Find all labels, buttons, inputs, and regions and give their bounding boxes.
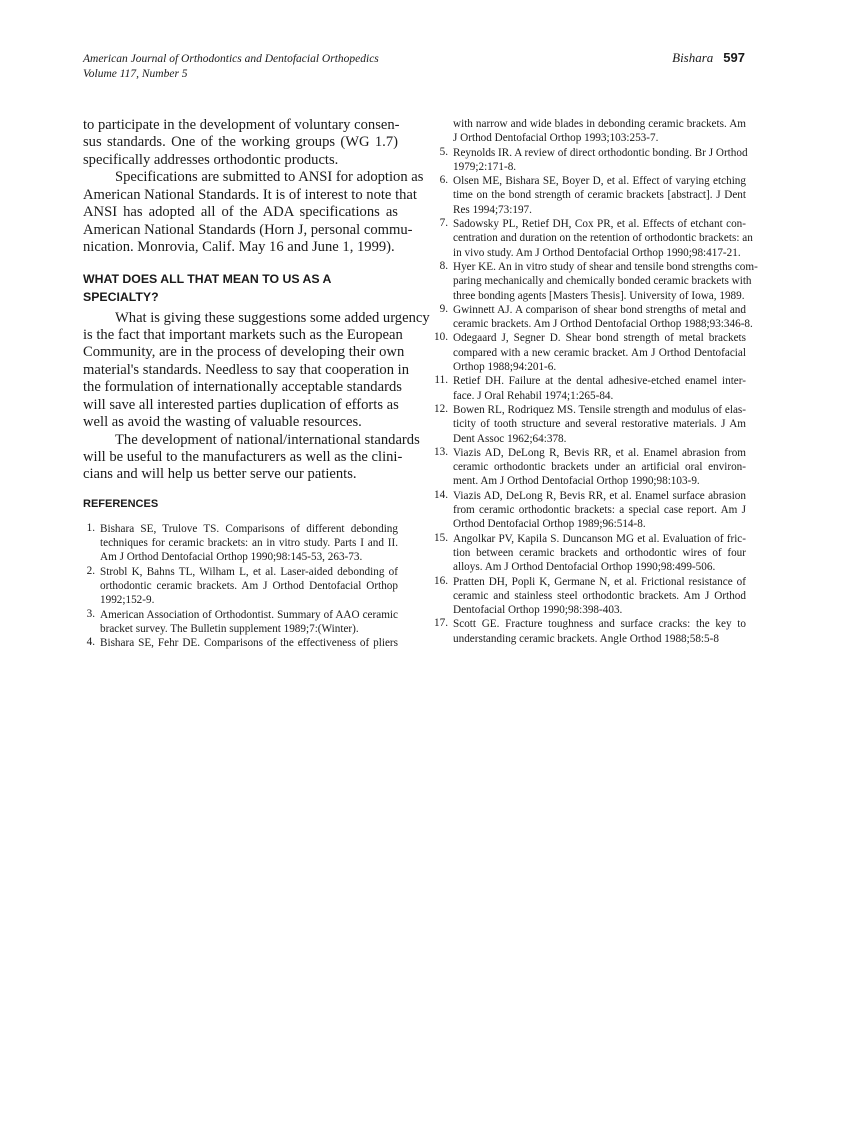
- reference-item: [436, 575, 746, 618]
- heading-line: SPECIALTY?: [83, 289, 159, 304]
- body-text: [83, 117, 424, 257]
- reference-line: Dent Assoc 1962;64:378.: [453, 432, 567, 445]
- reference-line: Orthod Dentofacial Orthop 1989;96:514-8.: [453, 518, 646, 531]
- reference-item: [436, 146, 746, 175]
- reference-number: 8.: [439, 259, 448, 272]
- reference-number: 10.: [434, 331, 448, 344]
- journal-title: American Journal of Orthodontics and Dentofacial Orthopedics: [83, 53, 379, 65]
- reference-line: Viazis AD, DeLong R, Bevis RR, et al. Enamel surface abrasion: [453, 489, 746, 502]
- reference-line: Scott GE. Fracture toughness and surface cracks: the key to: [453, 618, 746, 631]
- reference-line: 1979;2:171-8.: [453, 160, 517, 173]
- paragraph-line: to participate in the development of voluntary consen-: [83, 117, 400, 133]
- reference-item: [436, 217, 753, 260]
- reference-line: Angolkar PV, Kapila S. Duncanson MG et al. Evaluation of fric-: [453, 532, 746, 545]
- reference-line: Bishara SE, Trulove TS. Comparisons of different debonding: [100, 522, 398, 535]
- reference-number: 13.: [434, 445, 448, 458]
- reference-item: [436, 617, 746, 646]
- reference-item: [436, 403, 746, 446]
- reference-item: [436, 117, 746, 146]
- reference-line: tion between ceramic brackets and orthodontic wires of four: [453, 546, 746, 559]
- reference-line: Res 1994;73:197.: [453, 203, 532, 216]
- reference-number: 2.: [86, 564, 95, 577]
- reference-line: in vivo study. Am J Orthod Dentofacial Orthop 1990;98:417-21.: [453, 246, 741, 259]
- reference-line: ment. Am J Orthod Dentofacial Orthop 1990;98:103-9.: [453, 475, 700, 488]
- reference-item: [83, 608, 398, 637]
- reference-line: Orthop 1988;94:201-6.: [453, 361, 557, 374]
- paragraph-line: cians and will help us better serve our patients.: [83, 466, 357, 483]
- reference-line: orthodontic ceramic brackets. Am J Orthod Dentofacial Orthop: [100, 580, 398, 593]
- reference-item: [83, 522, 398, 565]
- paragraph-line: nication. Monrovia, Calif. May 16 and June 1, 1999).: [83, 239, 395, 256]
- reference-item: [436, 331, 746, 374]
- reference-number: 4.: [86, 636, 95, 649]
- body-text: [83, 309, 430, 484]
- reference-line: understanding ceramic brackets. Angle Orthod 1988;58:5-8: [453, 632, 719, 645]
- reference-item: [436, 374, 746, 403]
- reference-line: Pratten DH, Popli K, Germane N, et al. Frictional resistance of: [453, 575, 746, 588]
- paragraph-line: American National Standards (Horn J, personal commu-: [83, 221, 413, 238]
- reference-number: 11.: [434, 374, 448, 387]
- heading-line: WHAT DOES ALL THAT MEAN TO US AS A: [83, 271, 332, 286]
- paragraph-line: American National Standards. It is of interest to note that: [83, 186, 417, 203]
- paragraph-line: Specifications are submitted to ANSI for adoption as: [115, 169, 424, 186]
- reference-number: 17.: [434, 617, 448, 630]
- reference-line: with narrow and wide blades in debonding ceramic brackets. Am: [453, 118, 746, 130]
- reference-line: Olsen ME, Bishara SE, Boyer D, et al. Effect of varying etching: [453, 175, 746, 188]
- reference-line: Odegaard J, Segner D. Shear bond strength of metal brackets: [453, 332, 746, 345]
- page-header-right: [672, 50, 745, 66]
- reference-line: three bonding agents [Masters Thesis]. University of Iowa, 1989.: [453, 289, 745, 302]
- reference-line: J Orthod Dentofacial Orthop 1993;103:253-7.: [453, 132, 659, 145]
- reference-number: 15.: [434, 531, 448, 544]
- reference-line: paring mechanically and chemically bonded ceramic brackets with: [453, 275, 752, 288]
- reference-number: 1.: [86, 521, 95, 534]
- reference-line: ceramic and stainless steel orthodontic brackets. Am J Orthod: [453, 589, 746, 602]
- page-number: 597: [723, 50, 745, 65]
- author-name: Bishara: [672, 50, 714, 65]
- reference-line: 1992;152-9.: [100, 594, 155, 607]
- paragraph-line: well as avoid the wasting of valuable resources.: [83, 414, 362, 431]
- paragraph-line: What is giving these suggestions some added urgency: [115, 309, 430, 326]
- reference-item: [436, 174, 746, 217]
- reference-item: [436, 489, 746, 532]
- reference-line: Gwinnett AJ. A comparison of shear bond strengths of metal and: [453, 303, 746, 316]
- reference-line: ceramic orthodontic brackets under an artificial oral environ-: [453, 461, 746, 474]
- running-header: [83, 52, 379, 82]
- references-list: [83, 522, 398, 651]
- reference-line: Reynolds IR. A review of direct orthodontic bonding. Br J Orthod: [453, 146, 748, 159]
- reference-line: from ceramic orthodontic brackets: a special case report. Am J: [453, 504, 746, 517]
- reference-line: Sadowsky PL, Retief DH, Cox PR, et al. Effects of etchant con-: [453, 218, 746, 231]
- reference-line: Hyer KE. An in vitro study of shear and tensile bond strengths com-: [453, 260, 758, 273]
- reference-line: bracket survey. The Bulletin supplement 1989;7:(Winter).: [100, 622, 359, 635]
- reference-number: 3.: [86, 607, 95, 620]
- reference-item: [436, 302, 753, 332]
- paragraph-line: Community, are in the process of developing their own: [83, 344, 405, 361]
- references-heading: REFERENCES: [83, 497, 159, 510]
- reference-line: techniques for ceramic brackets: an in vitro study. Parts I and II.: [100, 537, 398, 550]
- paragraph-line: ANSI has adopted all of the ADA specifications as: [83, 204, 398, 221]
- reference-item: [83, 565, 398, 608]
- left-column: [83, 117, 430, 651]
- reference-line: face. J Oral Rehabil 1974;1:265-84.: [453, 389, 614, 402]
- reference-line: Retief DH. Failure at the dental adhesive-etched enamel inter-: [453, 375, 746, 388]
- reference-number: 6.: [439, 174, 448, 187]
- reference-number: 9.: [439, 302, 448, 315]
- reference-line: Strobl K, Bahns TL, Wilham L, et al. Laser-aided debonding of: [100, 565, 398, 578]
- reference-line: ceramic brackets. Am J Orthod Dentofacial Orthop 1988;93:346-8.: [453, 318, 753, 331]
- paragraph-line: specifically addresses orthodontic products.: [83, 151, 339, 168]
- reference-item: [436, 532, 746, 575]
- paragraph-line: will be useful to the manufacturers as well as the clini-: [83, 449, 403, 465]
- reference-line: time on the bond strength of ceramic brackets [abstract]. J Dent: [453, 189, 746, 202]
- journal-volume: Volume 117, Number 5: [83, 68, 188, 80]
- paragraph-line: sus standards. One of the working groups (WG 1.7): [83, 134, 398, 151]
- reference-line: Dentofacial Orthop 1990;98:398-403.: [453, 604, 623, 617]
- reference-line: centration and duration on the retention of orthodontic brackets: an: [453, 232, 753, 245]
- paragraph-line: the formulation of internationally acceptable standards: [83, 379, 402, 396]
- references-list: [434, 117, 758, 646]
- reference-number: 12.: [434, 402, 448, 415]
- paragraph-line: will save all interested parties duplication of efforts as: [83, 396, 399, 413]
- reference-line: American Association of Orthodontist. Summary of AAO ceramic: [100, 608, 398, 621]
- paragraph-line: The development of national/international standards: [115, 431, 420, 448]
- reference-number: 14.: [434, 488, 448, 501]
- reference-line: ticity of tooth structure and several restorative materials. J Am: [453, 418, 746, 431]
- paragraph-line: is the fact that important markets such as the European: [83, 326, 403, 343]
- reference-line: Bishara SE, Fehr DE. Comparisons of the effectiveness of pliers: [100, 637, 398, 650]
- reference-item: [436, 259, 758, 303]
- reference-number: 5.: [439, 145, 448, 158]
- reference-line: Am J Orthod Dentofacial Orthop 1990;98:145-53, 263-73.: [100, 551, 363, 564]
- reference-line: Viazis AD, DeLong R, Bevis RR, et al. Enamel abrasion from: [453, 446, 746, 459]
- right-column: [434, 117, 758, 646]
- reference-line: Bowen RL, Rodriquez MS. Tensile strength and modulus of elas-: [453, 403, 746, 416]
- reference-line: alloys. Am J Orthod Dentofacial Orthop 1990;98:499-506.: [453, 561, 716, 574]
- paragraph-line: material's standards. Needless to say that cooperation in: [83, 361, 410, 378]
- section-heading: [83, 270, 398, 306]
- reference-item: [83, 636, 398, 650]
- reference-line: compared with a new ceramic bracket. Am J Orthod Dentofacial: [453, 346, 746, 359]
- reference-number: 16.: [434, 574, 448, 587]
- reference-item: [436, 446, 746, 489]
- reference-number: 7.: [439, 217, 448, 230]
